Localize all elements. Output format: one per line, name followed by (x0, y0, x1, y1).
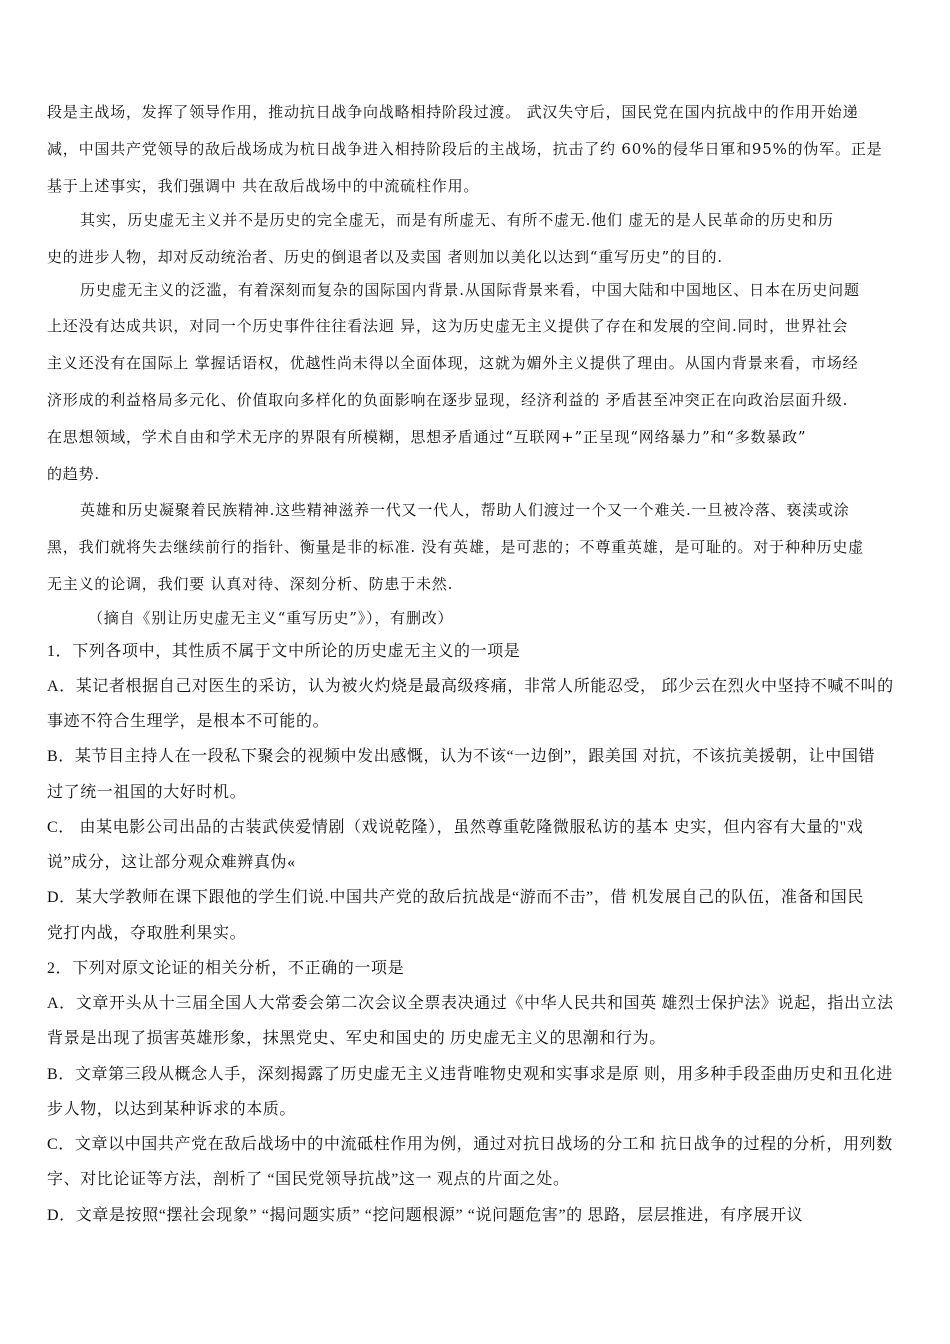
question-2-option-a: A．文章开头从十三届全国人大常委会第二次会议全票表决通过《中华人民共和国英 雄烈士保护法》说起，指出立法 (47, 995, 894, 1012)
passage-line: 上还没有达成共识，对同一个历史事件往往看法迥 异，这为历史虚无主义提供了存在和发展的空间.同时，世界社会 (47, 317, 849, 335)
question-2-option-c: C．文章以中国共产党在敌后战场中的中流砥柱作用为例，通过对抗日战场的分工和 抗日战争的过程的分析，用列数 (47, 1136, 893, 1153)
passage-line: 无主义的论调，我们要 认真对待、深刻分析、防患于未然. (47, 575, 454, 593)
question-1-option-b: B．某节目主持人在一段私下聚会的视频中发出感慨，认为不该“一边倒”，跟美国 对抗，不该抗美援朝，让中国错 (47, 748, 876, 765)
question-2-stem: 2．下列对原文论证的相关分析，不正确的一项是 (47, 960, 405, 977)
passage-line: 减，中国共产党领导的敌后战场成为杭日战争进入相持阶段后的主战场，抗击了约 60%的侵华日軍和95%的伪军。正是 (47, 140, 883, 158)
question-1-stem: 1．下列各项中，其性质不属于文中所论的历史虚无主义的一项是 (47, 643, 521, 660)
question-1-option-b-cont: 过了统一祖国的大好时机。 (47, 784, 247, 801)
question-1-option-c: C． 由某电影公司出品的古装武侠爱情剧（戏说乾隆），虽然尊重乾隆微服私访的基本 史实，但内容有大量的"戏 (47, 819, 864, 836)
question-1-option-d: D．某大学教师在课下跟他的学生们说.中国共产党的敌后抗战是“游而不击”，借 机发展自己的队伍，准备和国民 (47, 889, 864, 906)
passage-line: 在思想领域，学术自由和学术无序的界限有所模糊，思想矛盾通过“互联网+”正呈现“网络暴力”和“多数暴政” (47, 428, 807, 446)
passage-line: 主义还没有在国际上 掌握话语权，优越性尚未得以全面体现，这就为媚外主义提供了理由。从国内背景来看，市场经 (47, 354, 859, 372)
passage-line: 济形成的利益格局多元化、价值取向多样化的负面影响在逐步显现，经济利益的 矛盾甚至冲突正在向政治层面升级. (47, 391, 849, 409)
question-2-option-c-cont: 字、对比论证等方法，剖析了 “国民党领导抗战”这一 观点的片面之处。 (47, 1171, 570, 1188)
passage-source: （摘自《别让历史虚无主义“重写历史”》），有删改） (88, 609, 454, 627)
question-1-option-c-cont: 说”成分，这让部分观众难辨真伪« (47, 854, 296, 871)
passage-line: 历史虚无主义的泛滥，有着深刻而复杂的国际国内背景.从国际背景来看，中国大陆和中国地区、日本在历史问题 (80, 281, 860, 299)
question-2-option-b: B．文章第三段从概念人手，深刻揭露了历史虚无主义违背唯物史观和实事求是原 则，用多种手段歪曲历史和丑化进 (47, 1066, 893, 1083)
passage-line: 史的进步人物，却对反动统治者、历史的倒退者以及卖国 者则加以美化以达到“重写历史”的目的. (47, 248, 723, 266)
passage-line: 其实，历史虚无主义并不是历史的完全虚无，而是有所虚无、有所不虚无.他们 虚无的是人民革命的历史和历 (80, 211, 834, 229)
question-1-option-a-cont: 事迹不符合生理学，是根本不可能的。 (47, 713, 330, 730)
passage-line: 的趋势. (47, 465, 100, 483)
question-2-option-a-cont: 背景是出现了损害英雄形象，抹黑党史、军史和国史的 历史虚无主义的思潮和行为。 (47, 1030, 666, 1047)
passage-line: 基于上述事实，我们强调中 共在敌后战场中的中流硫柱作用。 (47, 177, 480, 195)
passage-line: 段是主战场，发挥了领导作用，推动抗日战争向战略相持阶段过渡。 武汉失守后，国民党在国内抗战中的作用开始递 (47, 103, 859, 121)
passage-line: 英雄和历史凝聚着民族精神.这些精神滋养一代又一代人，帮助人们渡过一个又一个难关.一旦被冷落、亵渎或涂 (80, 501, 850, 519)
passage-line: 黑，我们就将失去继续前行的指针、衡量是非的标准. 没有英雄，是可悲的；不尊重英雄，是可耻的。对于种种历史虚 (47, 538, 864, 556)
question-2-option-b-cont: 步人物，以达到某种诉求的本质。 (47, 1101, 297, 1118)
question-1-option-a: A．某记者根据自己对医生的采访，认为被火灼烧是最高级疼痛，非常人所能忍受， 邱少云在烈火中坚持不喊不叫的 (47, 678, 894, 695)
question-1-option-d-cont: 党打内战，夺取胜利果实。 (47, 925, 247, 942)
question-2-option-d: D．文章是按照“摆社会现象” “揭问题实质” “挖问题根源” “说问题危害”的 思路，层层推进，有序展开议 (47, 1207, 804, 1224)
